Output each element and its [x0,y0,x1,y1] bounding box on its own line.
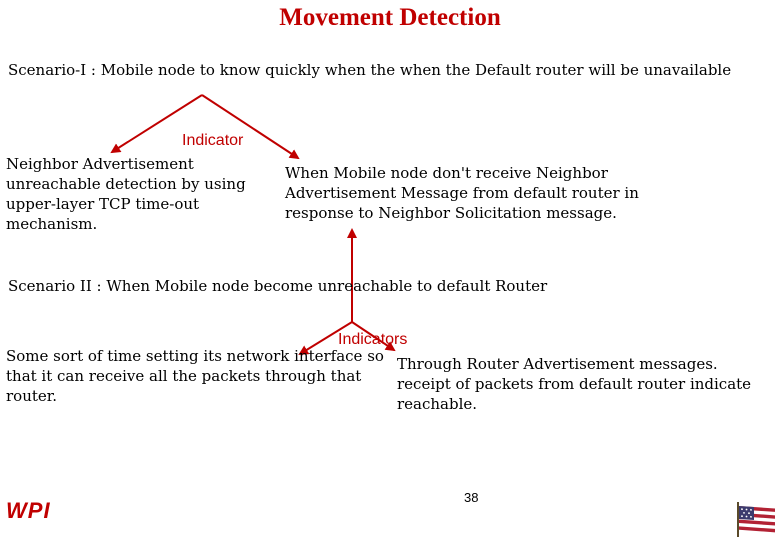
s2-right-line: Through Router Advertisement messages. [397,355,718,373]
page-number: 38 [464,490,479,505]
s1-left-line: unreachable detection by using [6,175,246,193]
slide-title: Movement Detection [279,4,501,31]
s1-left-line: Neighbor Advertisement [6,155,194,173]
us-flag-icon [735,500,777,538]
scenario-1-heading: Scenario-I : Mobile node to know quickly when the when the Default router will be unavailable [8,61,732,79]
scenario-2-right-text [397,354,751,414]
scenario-1-right-text [285,163,639,223]
s2-right-line: reachable. [397,395,478,413]
s1-left-line: upper-layer TCP time-out [6,195,200,213]
scenario-1-left-text [6,154,246,234]
s2-left-line: router. [6,387,58,405]
s2-right-line: receipt of packets from default router indicate [397,375,752,393]
scenario-2-heading: Scenario II : When Mobile node become unreachable to default Router [8,277,548,295]
scenario-1-indicator-label: Indicator [182,132,244,149]
s2-left-line: Some sort of time setting its network interface so [6,347,384,365]
s2-left-line: that it can receive all the packets through that [6,367,362,385]
s1-right-line: response to Neighbor Solicitation message. [285,204,617,222]
s1-right-line: Advertisement Message from default router in [285,184,639,202]
scenario-2-indicator-label: Indicators [338,331,408,348]
wpi-logo: WPI [6,498,51,523]
scenario-2-left-text [6,346,384,406]
s1-right-line: When Mobile node don't receive Neighbor [285,164,608,182]
s1-left-line: mechanism. [6,215,98,233]
